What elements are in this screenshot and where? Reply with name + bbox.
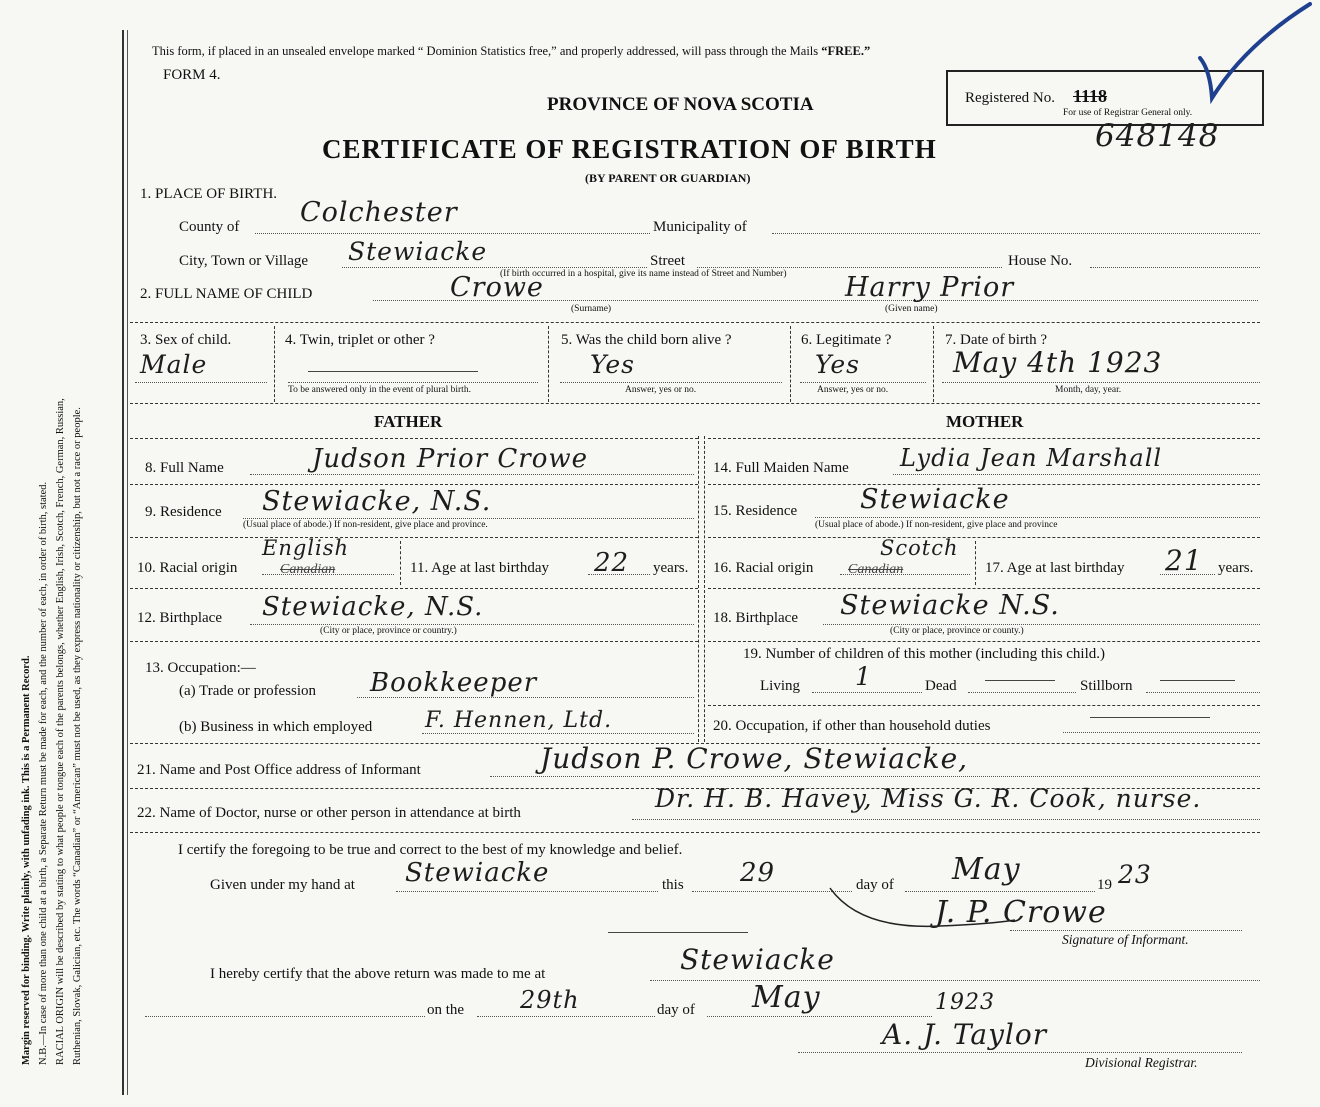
mother-heading: MOTHER	[946, 412, 1024, 431]
rule-m1	[708, 438, 1260, 439]
dead-label: Dead	[925, 678, 957, 694]
registrar-signature-line	[798, 1052, 1242, 1053]
living-line	[812, 692, 922, 693]
twin-label: 4. Twin, triplet or other ?	[285, 332, 435, 348]
street-line	[697, 267, 1002, 268]
province-title: PROVINCE OF NOVA SCOTIA	[547, 94, 814, 115]
father-birthplace-value: Stewiacke, N.S.	[262, 592, 484, 622]
col-sep-3	[790, 326, 791, 402]
father-racial-struck: Canadian	[280, 562, 336, 577]
rule-f2	[130, 484, 698, 485]
father-age-value: 22	[594, 548, 630, 578]
informant-label: 21. Name and Post Office address of Informant	[137, 762, 421, 778]
father-racial-label: 10. Racial origin	[137, 560, 238, 576]
living-value: 1	[855, 662, 872, 691]
sex-label: 3. Sex of child.	[140, 332, 232, 348]
certify-year-suffix: 23	[1118, 860, 1152, 889]
alive-label: 5. Was the child born alive ?	[561, 332, 732, 348]
father-name-line	[250, 474, 694, 475]
informant-value: Judson P. Crowe, Stewiacke,	[540, 742, 969, 775]
stillborn-label: Stillborn	[1080, 678, 1133, 694]
doctor-value: Dr. H. B. Havey, Miss G. R. Cook, nurse.	[655, 784, 1202, 813]
rule-f5	[130, 641, 698, 642]
registrar-statement: I hereby certify that the above return was made to me at	[210, 966, 546, 982]
margin-line-3: RACIAL ORIGIN will be described by stating to what people or tongue each of the parents belongs, whether English, Irish, Scotch, French, German, Russian,	[55, 398, 66, 1065]
margin-line-2: N.B.—In case of more than one child at a birth, a Separate Return must be made for each, and the number of each, in order of birth, stated.	[38, 481, 49, 1065]
informant-line	[490, 776, 1260, 777]
page-title: CERTIFICATE OF REGISTRATION OF BIRTH	[322, 134, 937, 164]
margin-rule-inner	[127, 30, 128, 1095]
certify-month-value: May	[952, 852, 1021, 887]
mother-age-value: 21	[1165, 544, 1203, 577]
father-heading: FATHER	[374, 412, 443, 431]
surname-caption: (Surname)	[571, 304, 612, 314]
place-of-birth-label: 1. PLACE OF BIRTH.	[140, 186, 278, 202]
dob-line	[942, 382, 1260, 383]
blank-signature-line	[608, 932, 748, 933]
twin-line	[288, 382, 538, 383]
child-surname: Crowe	[450, 272, 544, 303]
mother-racial-sep	[975, 541, 976, 585]
doctor-label: 22. Name of Doctor, nurse or other person in attendance at birth	[137, 805, 521, 821]
father-birthplace-label: 12. Birthplace	[137, 610, 222, 626]
child-given-name: Harry Prior	[845, 272, 1015, 303]
dob-value: May 4th 1923	[953, 346, 1163, 379]
twin-dash	[308, 371, 478, 372]
certify-day-value: 29	[740, 858, 776, 888]
city-value: Stewiacke	[348, 237, 488, 266]
stillborn-dash	[1160, 680, 1235, 681]
col-sep-1	[274, 326, 275, 402]
business-label: (b) Business in which employed	[179, 719, 373, 735]
dead-dash	[985, 680, 1055, 681]
mother-birthplace-caption: (City or place, province or county.)	[890, 626, 1024, 636]
registered-struck: 1118	[1073, 86, 1108, 106]
registrar-month-value: May	[752, 980, 821, 1015]
registrar-caption: Divisional Registrar.	[1085, 1055, 1198, 1070]
given-caption: (Given name)	[885, 304, 938, 314]
registrar-blank-line	[145, 1016, 425, 1017]
county-label: County of	[179, 219, 240, 235]
certify-statement: I certify the foregoing to be true and correct to the best of my knowledge and belief.	[178, 842, 683, 858]
child-name-label: 2. FULL NAME OF CHILD	[140, 286, 313, 302]
registrar-place-value: Stewiacke	[680, 943, 835, 976]
rule-m6	[708, 705, 1260, 706]
city-line	[342, 267, 647, 268]
registrar-use-note: For use of Registrar General only.	[1063, 108, 1193, 118]
subtitle: (BY PARENT OR GUARDIAN)	[585, 171, 751, 185]
mother-racial-value: Scotch	[880, 536, 959, 560]
street-label: Street	[650, 253, 685, 269]
father-residence-line	[243, 518, 694, 519]
municipality-label: Municipality of	[653, 219, 747, 235]
father-residence-value: Stewiacke, N.S.	[262, 486, 492, 517]
certify-day-of-label: day of	[856, 877, 894, 893]
registrar-day-of-label: day of	[657, 1002, 695, 1018]
legitimate-caption: Answer, yes or no.	[817, 385, 889, 395]
parents-divider	[698, 436, 699, 742]
father-residence-caption: (Usual place of abode.) If non-resident, give place and province.	[243, 520, 488, 530]
father-years-label: years.	[653, 560, 689, 576]
checkmark-icon	[1190, 0, 1315, 105]
registered-label: Registered No.	[965, 90, 1055, 106]
mother-occupation-line	[1063, 732, 1260, 733]
mother-racial-label: 16. Racial origin	[713, 560, 814, 576]
father-birthplace-line	[250, 624, 694, 625]
father-racial-value: English	[262, 536, 350, 560]
registrar-place-line	[650, 980, 1260, 981]
dead-line	[968, 692, 1076, 693]
registrar-day-value: 29th	[520, 986, 580, 1014]
rule-f1	[130, 438, 698, 439]
legitimate-label: 6. Legitimate ?	[801, 332, 892, 348]
hospital-note: (If birth occurred in a hospital, give its name instead of Street and Number)	[500, 269, 787, 279]
mother-name-value: Lydia Jean Marshall	[900, 444, 1163, 472]
municipality-line	[772, 233, 1260, 234]
sex-value: Male	[140, 350, 208, 379]
registrar-month-line	[707, 1016, 932, 1017]
children-label: 19. Number of children of this mother (including this child.)	[743, 646, 1106, 662]
rule-5	[130, 832, 1260, 833]
form-number: FORM 4.	[163, 67, 221, 83]
mother-residence-line	[815, 517, 1260, 518]
col-sep-2	[548, 326, 549, 402]
sex-line	[135, 382, 267, 383]
alive-line	[560, 382, 782, 383]
given-label: Given under my hand at	[210, 877, 355, 893]
business-value: F. Hennen, Ltd.	[425, 708, 613, 733]
alive-caption: Answer, yes or no.	[625, 385, 697, 395]
mother-birthplace-value: Stewiacke N.S.	[840, 590, 1060, 621]
mother-occupation-dash	[1090, 717, 1210, 718]
given-place-line	[396, 891, 658, 892]
mother-occupation-label: 20. Occupation, if other than household duties	[713, 718, 991, 734]
mail-notice: This form, if placed in an unsealed envelope marked “ Dominion Statistics free,” and properly addressed, will pass through the Mails “FREE.”	[152, 44, 871, 58]
registrar-year-value: 1923	[935, 990, 995, 1015]
rule-2	[130, 403, 1260, 404]
living-label: Living	[760, 678, 800, 694]
parents-divider-2	[704, 436, 705, 742]
registrar-day-line	[477, 1016, 655, 1017]
certify-year-prefix: 19	[1097, 877, 1112, 893]
doctor-line	[632, 819, 1260, 820]
mother-birthplace-line	[823, 624, 1260, 625]
county-line	[255, 233, 650, 234]
dob-label: 7. Date of birth ?	[945, 332, 1048, 348]
father-name-value: Judson Prior Crowe	[312, 444, 589, 474]
mother-name-line	[893, 474, 1260, 475]
mother-residence-label: 15. Residence	[713, 503, 798, 519]
signature-flourish-icon	[820, 880, 1020, 935]
city-label: City, Town or Village	[179, 253, 309, 269]
county-value: Colchester	[300, 197, 458, 228]
informant-signature: J. P. Crowe	[935, 895, 1107, 930]
rule-1	[130, 322, 1260, 323]
stillborn-line	[1146, 692, 1260, 693]
mother-birthplace-label: 18. Birthplace	[713, 610, 798, 626]
margin-line-1: Margin reserved for binding. Write plainly, with unfading ink. This is a Permanent Record.	[21, 655, 32, 1065]
trade-value: Bookkeeper	[370, 668, 538, 698]
margin-instructions	[18, 398, 86, 1065]
rule-m3	[708, 537, 1260, 538]
mother-age-label: 17. Age at last birthday	[985, 560, 1125, 576]
rule-m5	[708, 641, 1260, 642]
legitimate-value: Yes	[815, 350, 860, 379]
on-the-label: on the	[427, 1002, 465, 1018]
mother-name-label: 14. Full Maiden Name	[713, 460, 849, 476]
mother-years-label: years.	[1218, 560, 1254, 576]
father-residence-label: 9. Residence	[145, 504, 222, 520]
house-label: House No.	[1008, 253, 1073, 269]
rule-m4	[708, 588, 1260, 589]
alive-value: Yes	[590, 350, 635, 379]
mother-residence-caption: (Usual place of abode.) If non-resident, give place and province	[815, 520, 1058, 530]
house-line	[1090, 267, 1260, 268]
mother-racial-struck: Canadian	[848, 562, 904, 577]
business-line	[422, 733, 694, 734]
father-name-label: 8. Full Name	[145, 460, 224, 476]
legitimate-line	[800, 382, 926, 383]
col-sep-4	[933, 326, 934, 402]
informant-signature-line	[1010, 930, 1242, 931]
trade-label: (a) Trade or profession	[179, 683, 317, 699]
rule-f3	[130, 537, 698, 538]
given-place-value: Stewiacke	[405, 858, 550, 888]
mother-residence-value: Stewiacke	[860, 484, 1010, 515]
father-age-label: 11. Age at last birthday	[410, 560, 549, 576]
margin-line-4: Ruthenian, Slovak, Galician, etc. The words “Canadian” or “American” must not be used, as they express nationality or citizenship, but not a race or people.	[72, 407, 83, 1065]
rule-f4	[130, 588, 698, 589]
margin-rule	[122, 30, 124, 1095]
registered-number-hw: 648148	[1095, 118, 1220, 154]
father-racial-sep	[400, 541, 401, 585]
twin-caption: To be answered only in the event of plural birth.	[288, 385, 471, 395]
signature-caption: Signature of Informant.	[1062, 932, 1189, 947]
this-label: this	[662, 877, 684, 893]
occupation-label: 13. Occupation:—	[145, 660, 256, 676]
dob-caption: Month, day, year.	[1055, 385, 1122, 395]
father-birthplace-caption: (City or place, province or country.)	[320, 626, 457, 636]
registrar-signature: A. J. Taylor	[882, 1018, 1048, 1051]
